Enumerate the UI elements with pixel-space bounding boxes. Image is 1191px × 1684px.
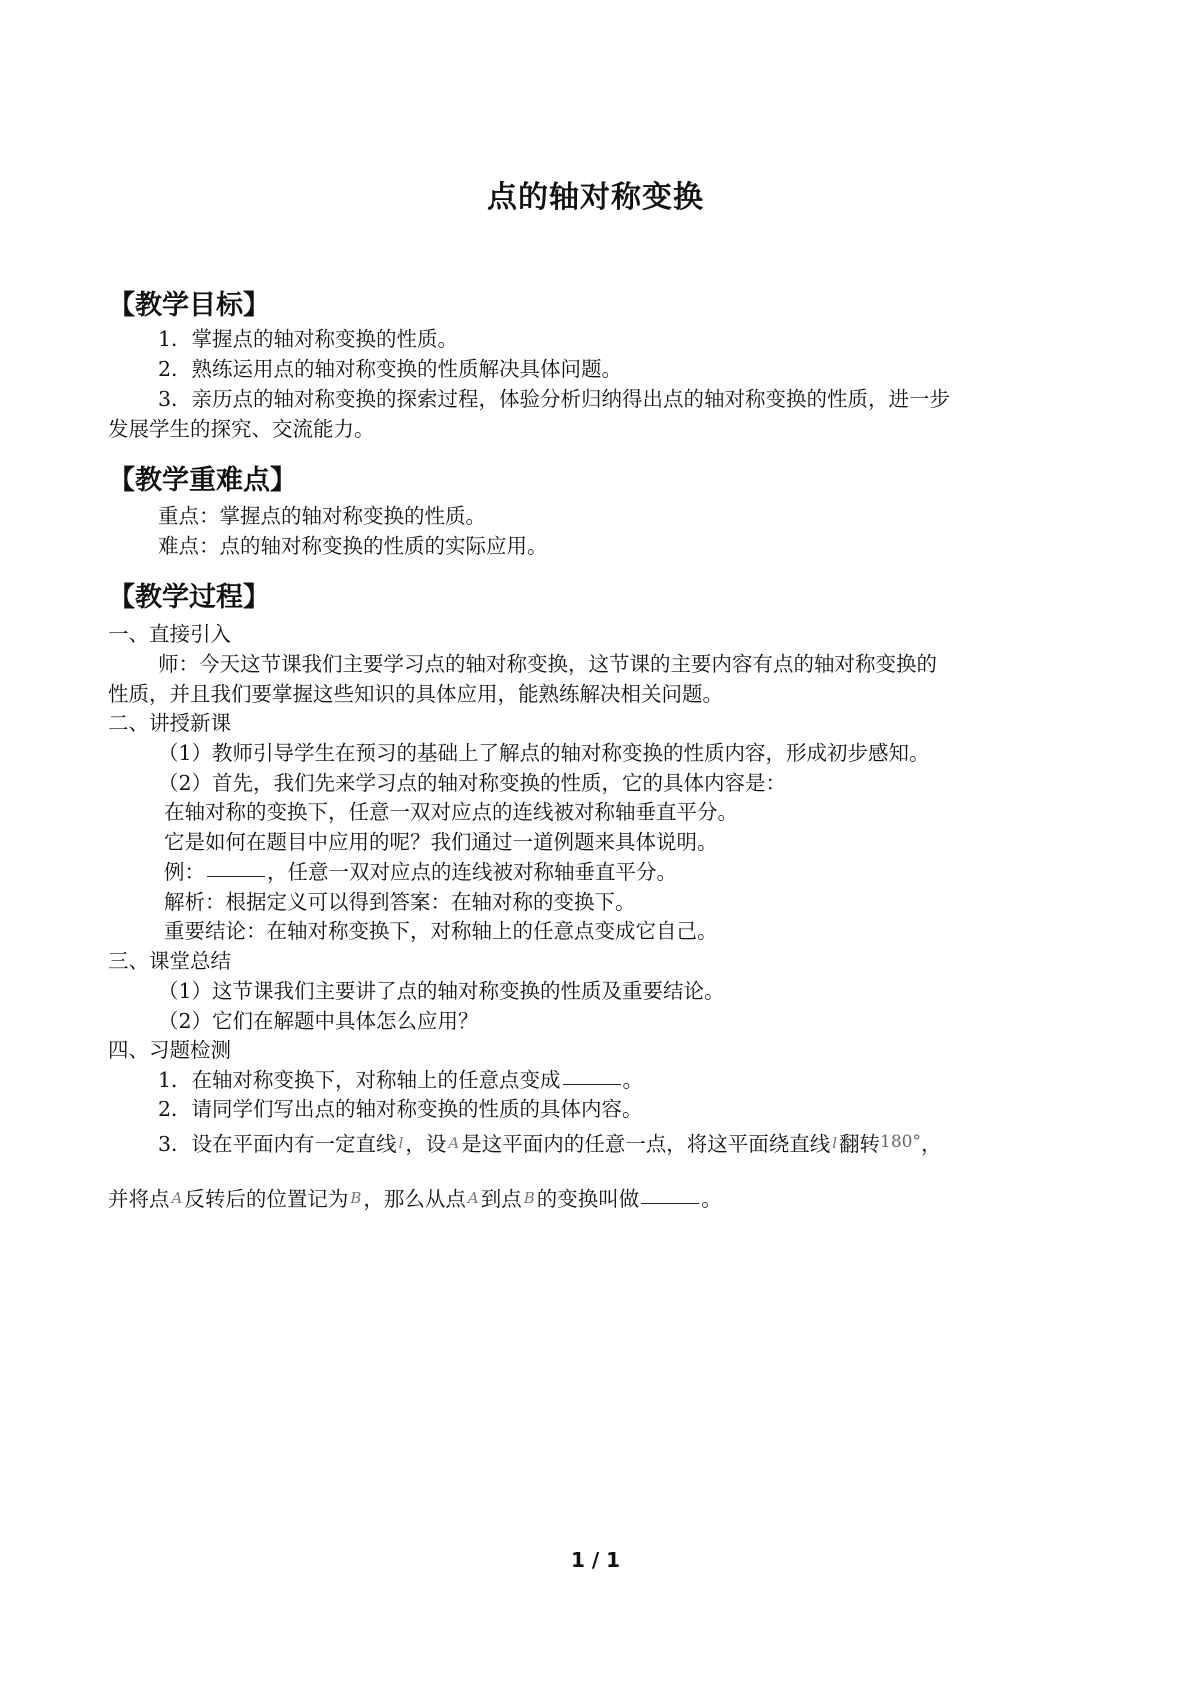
process-part-title: 三、课堂总结 — [108, 949, 231, 973]
exercise-3-line-2 — [108, 1182, 722, 1215]
ex3-text: 3．设在平面内有一定直线 — [158, 1132, 397, 1156]
process-part-title: 一、直接引入 — [108, 622, 231, 646]
process-line: （1）这节课我们主要讲了点的轴对称变换的性质及重要结论。 — [158, 979, 725, 1003]
goal-item: 1．掌握点的轴对称变换的性质。 — [158, 327, 459, 351]
section-heading-goals: 【教学目标】 — [108, 290, 270, 321]
ex3-text: 到点 — [480, 1187, 522, 1211]
ex3-text: 翻转 — [839, 1132, 881, 1156]
page-title: 点的轴对称变换 — [487, 180, 704, 215]
exercise-3-line-1 — [158, 1126, 941, 1160]
process-line: 师：今天这节课我们主要学习点的轴对称变换，这节课的主要内容有点的轴对称变换的 — [158, 652, 937, 676]
process-line: 重要结论：在轴对称变换下，对称轴上的任意点变成它自己。 — [164, 919, 718, 943]
angle-180: 180° — [880, 1132, 921, 1152]
process-part-title: 二、讲授新课 — [108, 711, 231, 735]
page-number: 1 / 1 — [570, 1548, 621, 1572]
ex3-text: ， — [920, 1132, 942, 1156]
goal-item: 3．亲历点的轴对称变换的探索过程，体验分析归纳得出点的轴对称变换的性质，进一步 — [158, 387, 951, 411]
answer-blank — [563, 1083, 621, 1085]
key-point-item: 难点：点的轴对称变换的性质的实际应用。 — [158, 534, 548, 558]
var-A: A — [171, 1189, 183, 1207]
var-l: l — [398, 1134, 404, 1152]
process-line: 解析：根据定义可以得到答案：在轴对称的变换下。 — [164, 890, 636, 914]
example-line — [164, 856, 677, 888]
ex3-text: 并将点 — [108, 1187, 170, 1211]
section-heading-process: 【教学过程】 — [108, 582, 270, 613]
goal-item: 2．熟练运用点的轴对称变换的性质解决具体问题。 — [158, 357, 623, 381]
ex3-text: 的变换叫做 — [536, 1187, 640, 1211]
process-line: （2）首先，我们先来学习点的轴对称变换的性质，它的具体内容是： — [158, 771, 787, 795]
answer-blank — [207, 875, 265, 877]
var-B: B — [523, 1189, 535, 1207]
exercise-1-text: 1．在轴对称变换下，对称轴上的任意点变成 — [158, 1068, 561, 1092]
example-prefix: 例： — [164, 860, 205, 884]
process-line: （1）教师引导学生在预习的基础上了解点的轴对称变换的性质内容，形成初步感知。 — [158, 741, 930, 765]
var-A: A — [448, 1134, 460, 1152]
exercise-2: 2．请同学们写出点的轴对称变换的性质的具体内容。 — [158, 1097, 643, 1121]
ex3-text: 反转后的位置记为 — [184, 1187, 349, 1211]
ex3-text: ，设 — [405, 1132, 447, 1156]
var-A: A — [467, 1189, 479, 1207]
process-line: 性质，并且我们要掌握这些知识的具体应用，能熟练解决相关问题。 — [108, 682, 723, 706]
exercise-1 — [158, 1064, 643, 1096]
ex3-text: 。 — [701, 1187, 722, 1211]
process-line: 在轴对称的变换下，任意一双对应点的连线被对称轴垂直平分。 — [164, 800, 738, 824]
process-part-title: 四、习题检测 — [108, 1038, 231, 1062]
answer-blank — [641, 1202, 699, 1204]
var-l: l — [832, 1134, 838, 1152]
section-heading-key-points: 【教学重难点】 — [108, 465, 297, 496]
process-line: （2）它们在解题中具体怎么应用？ — [158, 1009, 479, 1033]
ex3-text: ，那么从点 — [363, 1187, 466, 1211]
example-suffix: ，任意一双对应点的连线被对称轴垂直平分。 — [267, 860, 677, 884]
goal-item: 发展学生的探究、交流能力。 — [108, 417, 375, 441]
exercise-1-end: 。 — [622, 1068, 644, 1092]
ex3-text: 是这平面内的任意一点，将这平面绕直线 — [461, 1132, 831, 1156]
process-line: 它是如何在题目中应用的呢？我们通过一道例题来具体说明。 — [164, 830, 718, 854]
key-point-item: 重点：掌握点的轴对称变换的性质。 — [158, 504, 486, 528]
var-B: B — [350, 1189, 362, 1207]
